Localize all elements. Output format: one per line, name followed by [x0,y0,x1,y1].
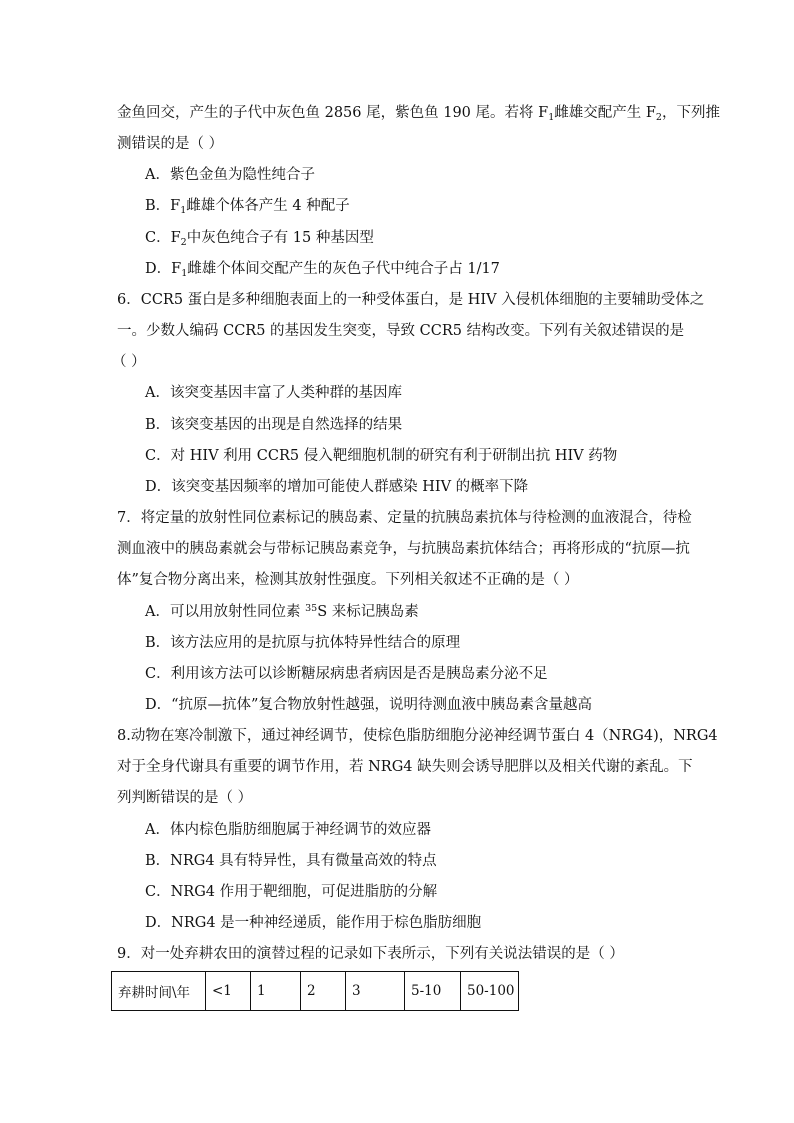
q8-option-c: C．NRG4 作用于靶细胞，可促进脂肪的分解 [145,884,438,900]
table-cell: 1 [251,972,301,1011]
q6-stem-line-3: （ ） [112,354,146,370]
q8-stem-line-2: 对于全身代谢具有重要的调节作用，若 NRG4 缺失则会诱导肥胖以及相关代谢的紊乱。下 [117,759,693,775]
q8-option-a: A．体内棕色脂肪细胞属于神经调节的效应器 [145,822,431,838]
q8-option-b: B．NRG4 具有特异性，具有微量高效的特点 [145,853,437,869]
q5-option-b: B．$F_1$雌雄个体各产生 4 种配子 [145,198,350,216]
q5-stem-line-1: 金鱼回交，产生的子代中灰色鱼 2856 尾，紫色鱼 190 尾。若将 $F_1$雌雄交配产生 $F_2$，下列推 [117,105,720,123]
table-cell: 3 [346,972,405,1011]
table-cell: <1 [206,972,251,1011]
table-cell: 2 [301,972,346,1011]
q6-stem-line-1: 6．CCR5 蛋白是多种细胞表面上的一种受体蛋白，是 HIV 入侵机体细胞的主要辅助受体之 [117,292,705,308]
table-cell: 50-100 [461,972,519,1011]
q8-option-d: D．NRG4 是一种神经递质，能作用于棕色脂肪细胞 [145,915,482,931]
q6-stem-line-2: 一。少数人编码 CCR5 的基因发生突变，导致 CCR5 结构改变。下列有关叙述错误的是 [117,323,685,339]
q6-option-b: B．该突变基因的出现是自然选择的结果 [145,417,403,433]
q7-option-d: D．“抗原—抗体”复合物放射性越强，说明待测血液中胰岛素含量越高 [145,697,592,713]
q7-option-a: A．可以用放射性同位素 $^{35}$S 来标记胰岛素 [145,603,419,620]
q5-stem-line-2: 测错误的是（ ） [117,136,224,152]
q7-stem-line-1: 7．将定量的放射性同位素标记的胰岛素、定量的抗胰岛素抗体与待检测的血液混合，待检 [117,510,692,526]
table-row [112,972,519,1011]
q6-option-a: A．该突变基因丰富了人类种群的基因库 [145,385,402,401]
q5-option-d: D．$F_1$雌雄个体间交配产生的灰色子代中纯合子占 1/17 [145,261,500,279]
q6-option-c: C．对 HIV 利用 CCR5 侵入靶细胞机制的研究有利于研制出抗 HIV 药物 [145,448,618,464]
q7-stem-line-3: 体”复合物分离出来，检测其放射性强度。下列相关叙述不正确的是（ ） [117,572,579,588]
q5-option-c: C．$F_2$中灰色纯合子有 15 种基因型 [145,230,374,248]
q8-stem-line-3: 列判断错误的是（ ） [117,790,253,806]
q6-option-d: D．该突变基因频率的增加可能使人群感染 HIV 的概率下降 [145,479,529,495]
q7-option-b: B．该方法应用的是抗原与抗体特异性结合的原理 [145,635,461,651]
q9-stem-line-1: 9．对一处弃耕农田的演替过程的记录如下表所示，下列有关说法错误的是（ ） [117,946,624,962]
q7-stem-line-2: 测血液中的胰岛素就会与带标记胰岛素竞争，与抗胰岛素抗体结合；再将形成的“抗原—抗 [117,541,690,557]
table-header-cell: 弃耕时间\年 [112,972,206,1011]
table-cell: 5-10 [405,972,461,1011]
q7-option-c: C．利用该方法可以诊断糖尿病患者病因是否是胰岛素分泌不足 [145,666,548,682]
succession-table [111,971,519,1011]
q5-option-a: A．紫色金鱼为隐性纯合子 [145,167,315,183]
q8-stem-line-1: 8.动物在寒冷制激下，通过神经调节，使棕色脂肪细胞分泌神经调节蛋白 4（NRG4)，NRG4 [117,728,718,744]
